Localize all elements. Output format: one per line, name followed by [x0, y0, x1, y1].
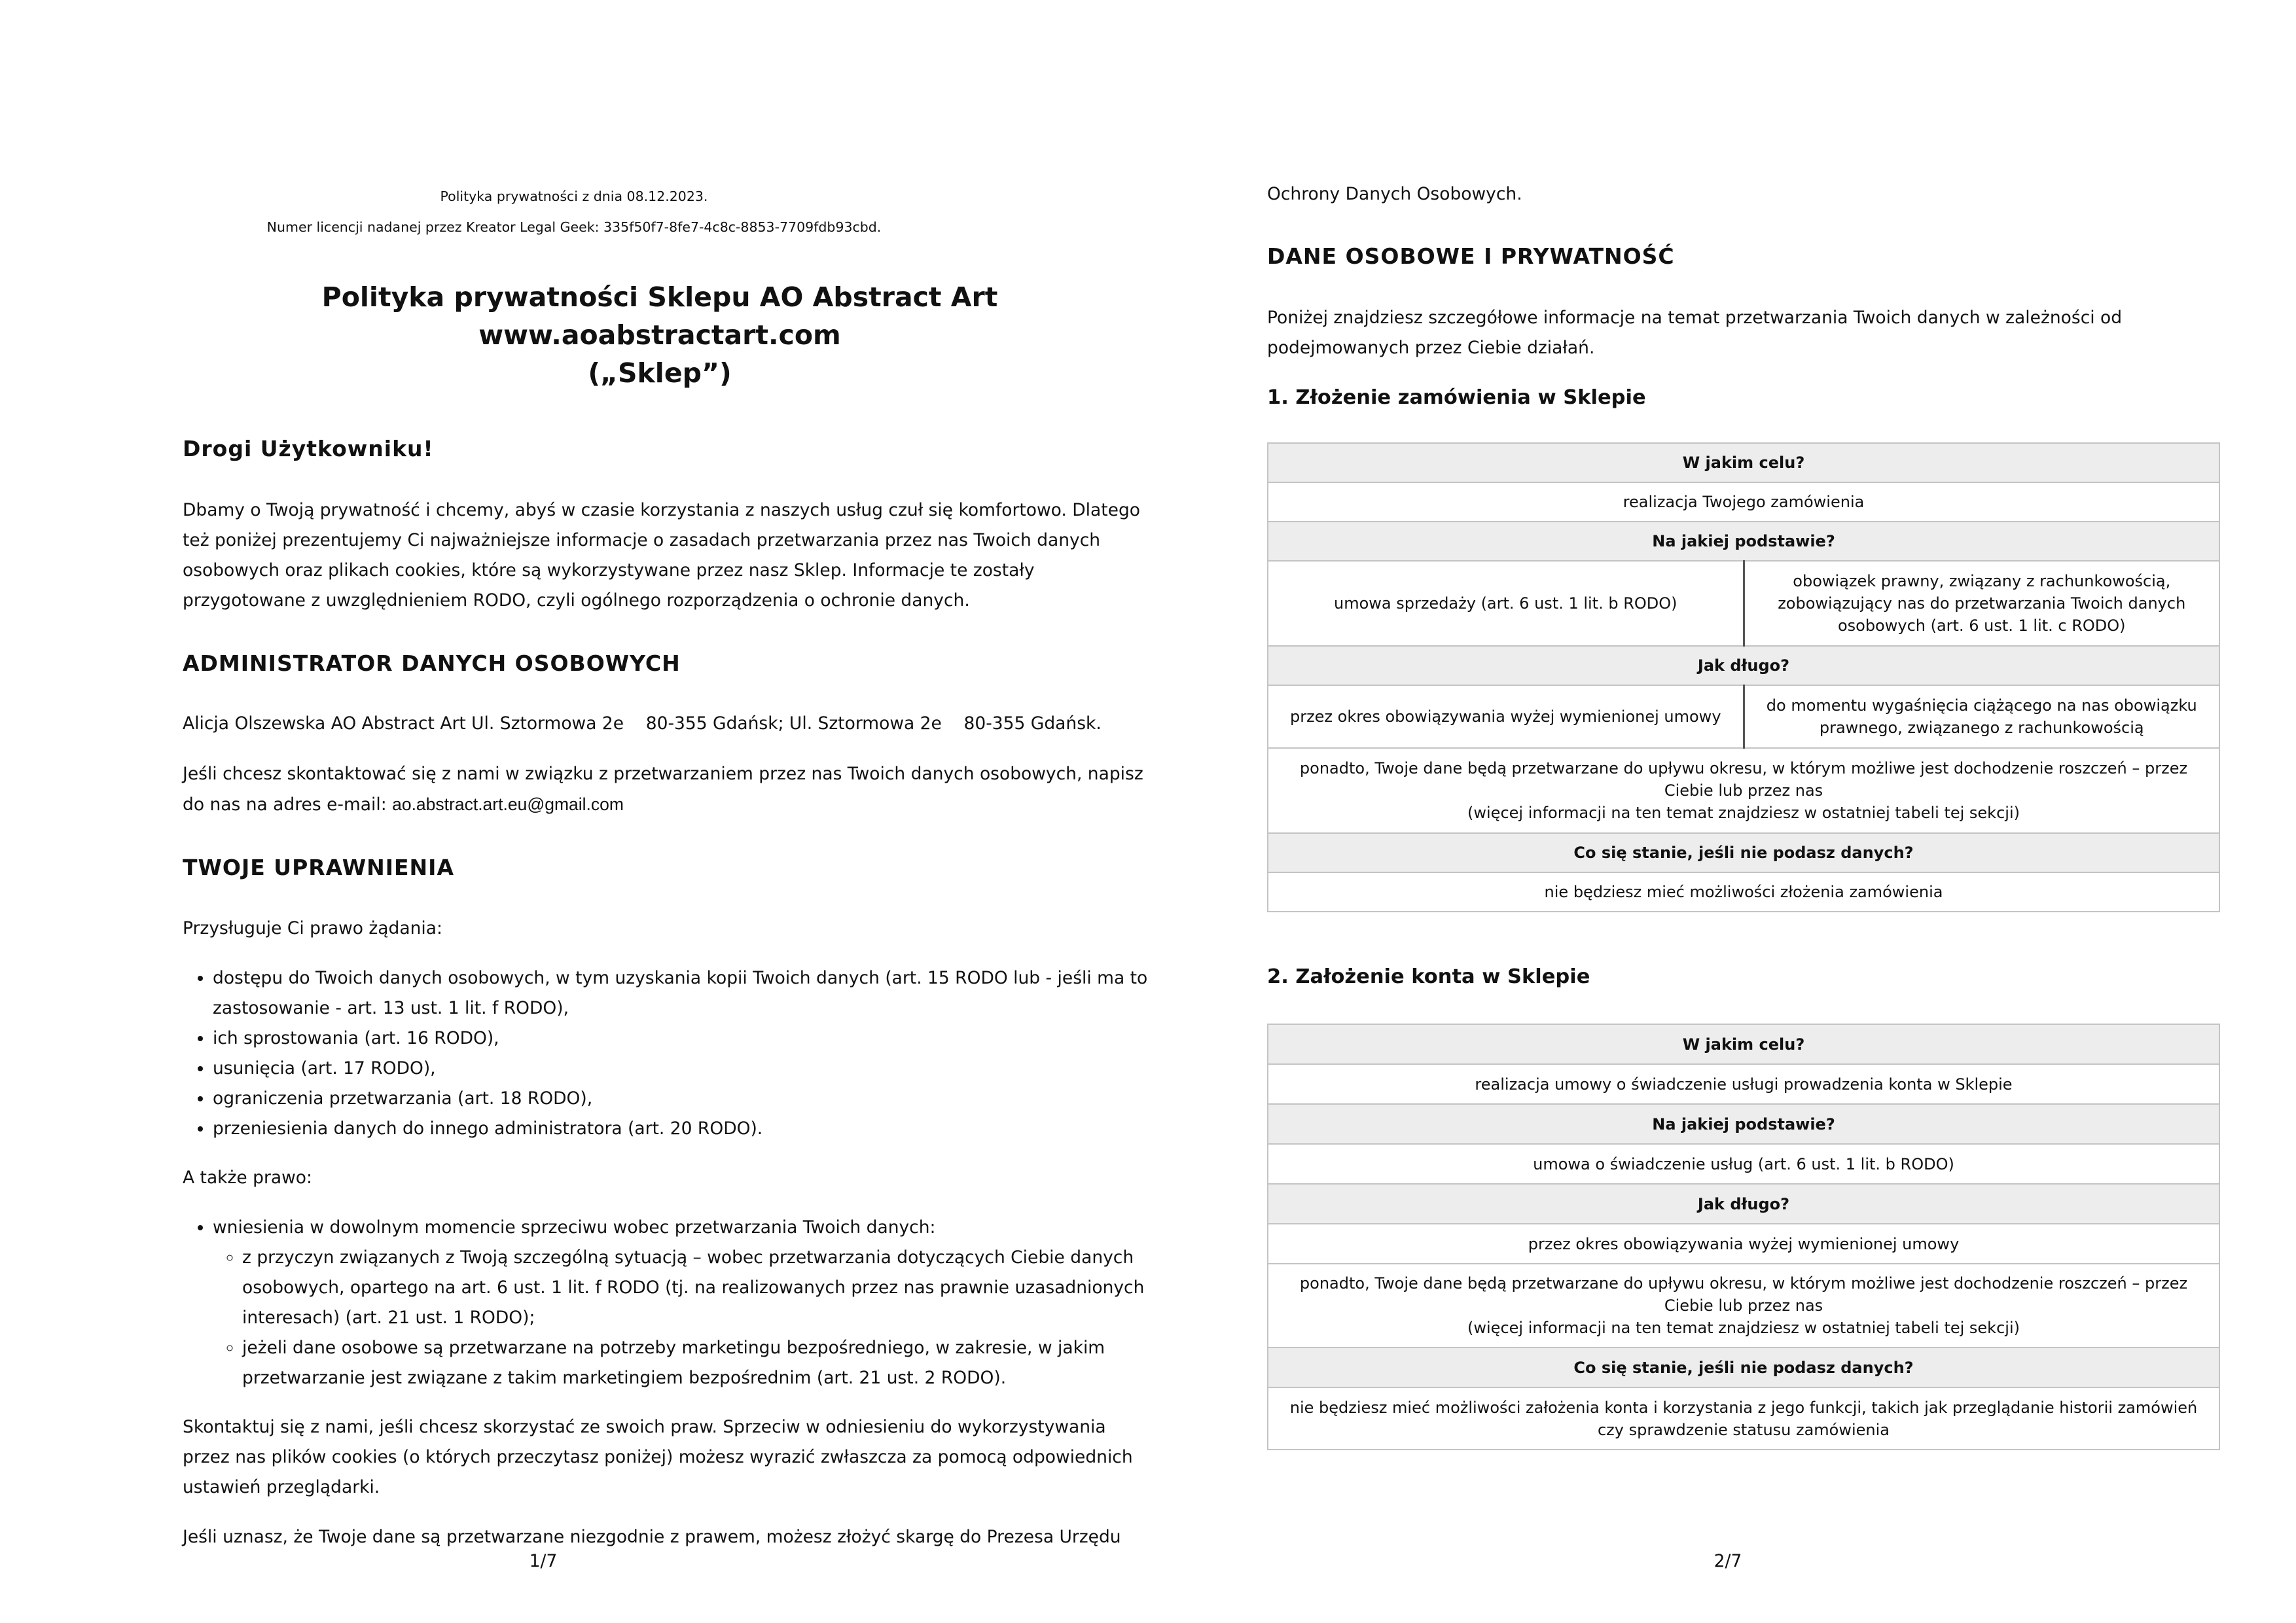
- list-item: ◦ jeżeli dane osobowe są przetwarzane na potrzeby marketingu bezpośredniego, w zakresie, w jakim przetwarzanie jest związane z takim marketingiem bezpośrednim (art. 21 ust. 2 RODO).: [242, 1333, 1145, 1393]
- rights-list-container: [183, 963, 1151, 1144]
- section-intro: Poniżej znajdziesz szczegółowe informacje na temat przetwarzania Twoich danych w zależności od podejmowanych przez Ciebie działań.: [1267, 308, 2123, 358]
- claims-line-2: (więcej informacji na ten temat znajdziesz w ostatniej tabeli tej sekcji): [1467, 1319, 2020, 1337]
- document-title: [0, 278, 1319, 392]
- objection-sub-list: [213, 1243, 1145, 1393]
- admin-address: Alicja Olszewska AO Abstract Art Ul. Sztormowa 2e 80-355 Gdańsk; Ul. Sztormowa 2e 80-355 Gdańsk.: [183, 713, 1102, 734]
- page-number: 2/7: [1713, 1551, 1742, 1571]
- rights-intro: Przysługuje Ci prawo żądania:: [183, 918, 442, 938]
- rights-heading: TWOJE UPRAWNIENIA: [183, 855, 454, 880]
- table-cell-duration-contract: przez okres obowiązywania wyżej wymienionej umowy: [1268, 685, 1744, 748]
- table-header-basis: Na jakiej podstawie?: [1268, 1104, 2219, 1144]
- list-item: • usunięcia (art. 17 RODO),: [213, 1054, 1151, 1084]
- objection-list: [183, 1213, 1145, 1393]
- continuation-text: Ochrony Danych Osobowych.: [1267, 184, 1522, 204]
- order-table: [1267, 442, 2220, 912]
- list-item: ◦ z przyczyn związanych z Twoją szczególną sytuacją – wobec przetwarzania dotyczących Ciebie danych osobowych, opartego na art. 6 ust. 1 lit. f RODO (tj. na realizowanych przez nas prawnie uzasadnionych interesach) (art. 21 ust. 1 RODO);: [242, 1243, 1145, 1333]
- table-cell-claims: [1268, 748, 2219, 833]
- contact-paragraph: [183, 759, 1145, 820]
- admin-heading: ADMINISTRATOR DANYCH OSOBOWYCH: [183, 651, 681, 676]
- also-intro: A także prawo:: [183, 1168, 312, 1188]
- table-cell-consequence: nie będziesz mieć możliwości założenia konta i korzystania z jego funkcji, takich jak przeglądanie historii zamówień czy sprawdzenie statusu zamówienia: [1268, 1387, 2219, 1450]
- title-line-1: Polityka prywatności Sklepu AO Abstract Art: [321, 281, 998, 313]
- complaint-paragraph: Jeśli uznasz, że Twoje dane są przetwarzane niezgodnie z prawem, możesz złożyć skargę do Prezesa Urzędu: [183, 1527, 1121, 1547]
- table-cell-consequence: nie będziesz mieć możliwości złożenia zamówienia: [1268, 872, 2219, 912]
- table-cell-purpose: realizacja Twojego zamówienia: [1268, 482, 2219, 522]
- objection-text: wniesienia w dowolnym momencie sprzeciwu wobec przetwarzania Twoich danych:: [213, 1217, 936, 1238]
- list-item: • dostępu do Twoich danych osobowych, w tym uzyskania kopii Twoich danych (art. 15 RODO lub - jeśli ma to zastosowanie - art. 13 ust. 1 lit. f RODO),: [213, 963, 1151, 1024]
- contact-email[interactable]: ao.abstract.art.eu@gmail.com: [392, 794, 624, 814]
- page-number: 1/7: [529, 1551, 558, 1571]
- list-item: • przeniesienia danych do innego administratora (art. 20 RODO).: [213, 1114, 1151, 1144]
- claims-line-1: ponadto, Twoje dane będą przetwarzane do upływu okresu, w którym możliwe jest dochodzenie roszczeń – przez Ciebie lub przez nas: [1299, 1274, 2188, 1315]
- table-header-duration: Jak długo?: [1268, 1184, 2219, 1224]
- account-table: [1267, 1024, 2220, 1450]
- objection-list-container: [183, 1213, 1145, 1393]
- license-number: Numer licencji nadanej przez Kreator Legal Geek: 335f50f7-8fe7-4c8c-8853-7709fdb93cbd.: [266, 219, 882, 235]
- table-header-purpose: W jakim celu?: [1268, 443, 2219, 482]
- title-line-3: („Sklep”): [588, 357, 732, 389]
- contact-rights-paragraph: Skontaktuj się z nami, jeśli chcesz skorzystać ze swoich praw. Sprzeciw w odniesieniu do wykorzystywania przez nas plików cookies (o których przeczytasz poniżej) możesz wyrazić zwłaszcza za pomocą odpowiednich ustawień przeglądarki.: [183, 1417, 1133, 1497]
- policy-date: Polityka prywatności z dnia 08.12.2023.: [440, 188, 708, 204]
- table-cell-duration-legal: do momentu wygaśnięcia ciążącego na nas obowiązku prawnego, związanego z rachunkowością: [1744, 685, 2219, 748]
- sub-heading-account: 2. Założenie konta w Sklepie: [1267, 965, 1590, 988]
- table-header-purpose: W jakim celu?: [1268, 1024, 2219, 1064]
- greeting-heading: Drogi Użytkowniku!: [183, 436, 434, 461]
- title-line-2: www.aoabstractart.com: [478, 319, 841, 351]
- claims-line-1: ponadto, Twoje dane będą przetwarzane do upływu okresu, w którym możliwe jest dochodzenie roszczeń – przez Ciebie lub przez nas: [1299, 759, 2188, 800]
- table-cell-claims: [1268, 1264, 2219, 1347]
- list-item: • ich sprostowania (art. 16 RODO),: [213, 1024, 1151, 1054]
- intro-paragraph: Dbamy o Twoją prywatność i chcemy, abyś w czasie korzystania z naszych usług czuł się komfortowo. Dlatego też poniżej prezentujemy Ci najważniejsze informacje o zasadach przetwarzania przez nas Twoich danych osobowych oraz plikach cookies, które są wykorzystywane przez nasz Sklep. Informacje te zostały przygotowane z uwzględnieniem RODO, czyli ogólnego rozporządzenia o ochronie danych.: [183, 500, 1140, 611]
- list-item: • ograniczenia przetwarzania (art. 18 RODO),: [213, 1084, 1151, 1114]
- section-heading: DANE OSOBOWE I PRYWATNOŚĆ: [1267, 243, 1675, 269]
- table-cell-purpose: realizacja umowy o świadczenie usługi prowadzenia konta w Sklepie: [1268, 1064, 2219, 1104]
- contact-text: Jeśli chcesz skontaktować się z nami w związku z przetwarzaniem przez nas Twoich danych osobowych, napisz do nas na adres e-mail:: [183, 764, 1143, 815]
- table-header-consequence: Co się stanie, jeśli nie podasz danych?: [1268, 1347, 2219, 1387]
- list-item: [213, 1213, 1145, 1393]
- table-header-consequence: Co się stanie, jeśli nie podasz danych?: [1268, 833, 2219, 872]
- sub-heading-order: 1. Złożenie zamówienia w Sklepie: [1267, 386, 1646, 409]
- table-cell-duration: przez okres obowiązywania wyżej wymienionej umowy: [1268, 1224, 2219, 1264]
- table-cell-basis-contract: umowa sprzedaży (art. 6 ust. 1 lit. b RODO): [1268, 561, 1744, 646]
- table-cell-basis-legal: obowiązek prawny, związany z rachunkowością, zobowiązujący nas do przetwarzania Twoich danych osobowych (art. 6 ust. 1 lit. c RODO): [1744, 561, 2219, 646]
- claims-line-2: (więcej informacji na ten temat znajdziesz w ostatniej tabeli tej sekcji): [1467, 804, 2020, 822]
- rights-list: [183, 963, 1151, 1144]
- table-header-basis: Na jakiej podstawie?: [1268, 522, 2219, 561]
- table-header-duration: Jak długo?: [1268, 646, 2219, 685]
- table-cell-basis: umowa o świadczenie usług (art. 6 ust. 1 lit. b RODO): [1268, 1144, 2219, 1184]
